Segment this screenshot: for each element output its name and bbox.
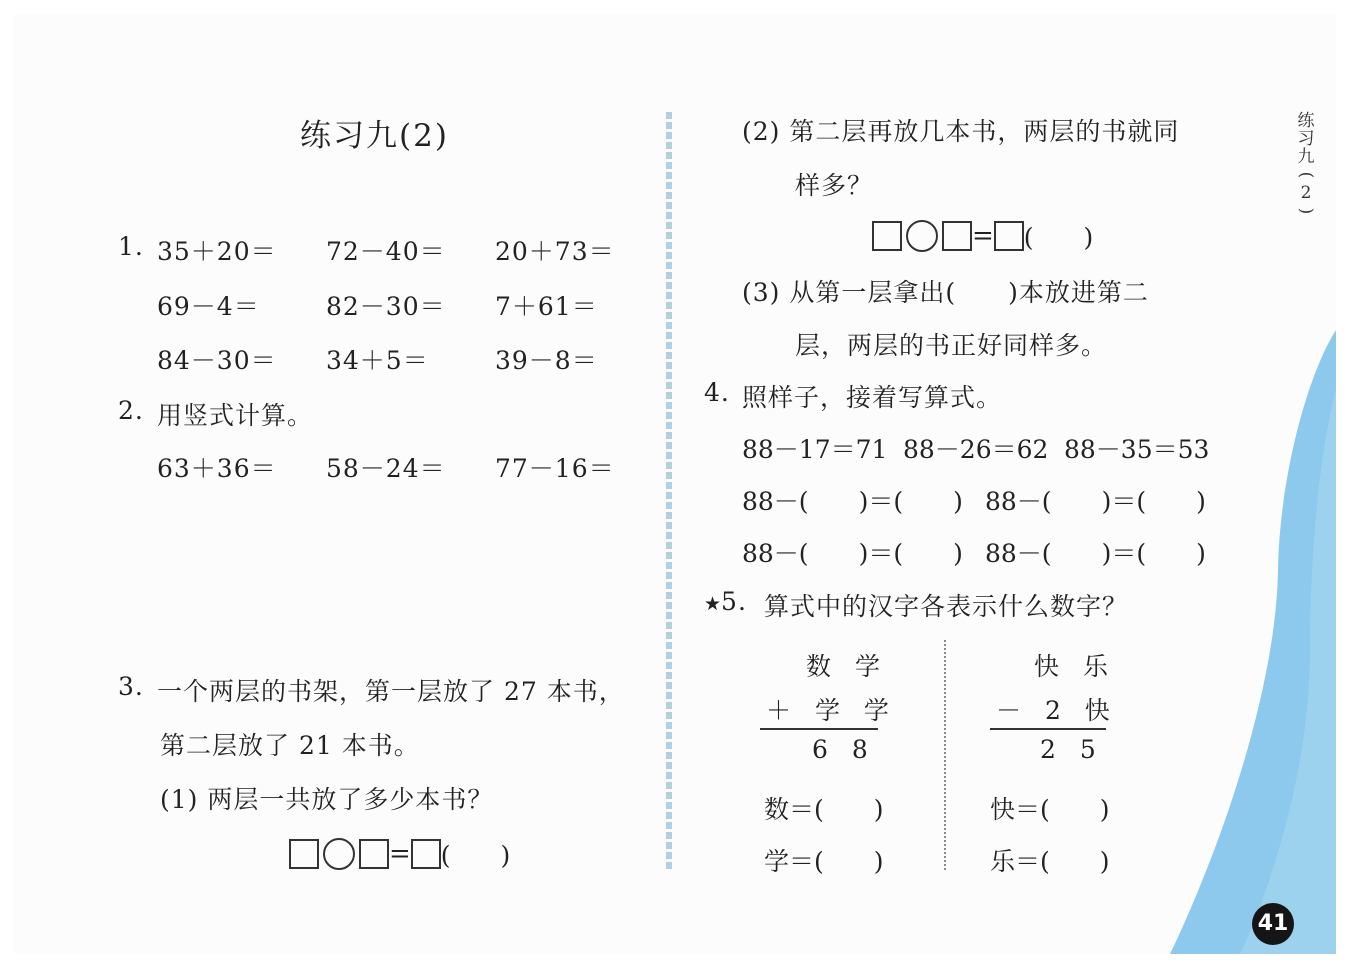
unit-paren[interactable]: ( )	[1023, 223, 1094, 252]
q4-label: 4.	[704, 378, 730, 407]
q3-text-line1: 一个两层的书架，第一层放了 27 本书，	[157, 677, 625, 706]
q3-label: 3.	[118, 672, 144, 701]
side-tab-label: 练 习 九 ( 2 )	[1296, 111, 1316, 215]
q3-sub3-line1: (3) 从第一层拿出( )本放进第二	[742, 278, 1149, 307]
q2-label: 2.	[118, 396, 144, 425]
unit-paren[interactable]: ( )	[440, 841, 511, 870]
q3-sub1: (1) 两层一共放了多少本书？	[160, 785, 494, 814]
q5-left-row1: 数 学	[806, 652, 888, 681]
q5-separator	[944, 640, 946, 870]
q1-item: 20＋73＝	[495, 237, 615, 266]
q5-left-sum-line	[760, 728, 878, 730]
q5-left-answer[interactable]: 数＝( )	[764, 795, 884, 824]
blue-wave-decoration	[1160, 330, 1336, 954]
q1-item: 7＋61＝	[495, 292, 598, 321]
q4-blank-row[interactable]: 88－( )＝( )	[742, 487, 963, 516]
q1-item: 69－4＝	[157, 292, 260, 321]
q3-sub2-line2: 样多？	[795, 171, 874, 200]
q5-right-answer[interactable]: 乐＝( )	[990, 847, 1110, 876]
answer-box[interactable]	[359, 839, 389, 869]
operator-circle[interactable]	[323, 838, 355, 870]
q3-text-line2: 第二层放了 21 本书。	[160, 731, 420, 760]
q4-blank-row[interactable]: 88－( )＝( )	[985, 539, 1206, 568]
q4-blank-row[interactable]: 88－( )＝( )	[742, 539, 963, 568]
q5-header	[704, 587, 747, 616]
q1-item: 34＋5＝	[326, 346, 429, 375]
q3-sub2-line1: (2) 第二层再放几本书，两层的书就同	[742, 117, 1180, 146]
q3-sub1-equation	[289, 836, 510, 872]
q1-item: 35＋20＝	[157, 237, 277, 266]
q4-example: 88－17＝71	[742, 435, 888, 464]
page-number-badge: 41	[1252, 903, 1294, 945]
equals-sign: =	[389, 839, 411, 869]
equals-sign: =	[972, 221, 994, 251]
q2-item: 58－24＝	[326, 454, 446, 483]
q5-label: 5.	[721, 587, 747, 616]
answer-box[interactable]	[942, 221, 972, 251]
q4-example: 88－35＝53	[1064, 435, 1210, 464]
answer-box[interactable]	[872, 221, 902, 251]
q5-right-row1: 快 乐	[1034, 652, 1116, 681]
q4-instruction: 照样子，接着写算式。	[742, 383, 1003, 412]
q1-item: 39－8＝	[495, 346, 598, 375]
q2-instruction: 用竖式计算。	[157, 401, 314, 430]
q2-item: 63＋36＝	[157, 454, 277, 483]
answer-box[interactable]	[994, 221, 1024, 251]
q5-right-sum-line	[990, 728, 1106, 730]
q4-blank-row[interactable]: 88－( )＝( )	[985, 487, 1206, 516]
page-title: 练习九(2)	[300, 118, 449, 154]
q5-left-row2: ＋ 学 学	[766, 696, 897, 725]
page-divider	[666, 112, 672, 872]
q5-left-result: 6 8	[812, 735, 876, 764]
operator-circle[interactable]	[906, 220, 938, 252]
answer-box[interactable]	[289, 839, 319, 869]
q1-item: 72－40＝	[326, 237, 446, 266]
q5-right-result: 2 5	[1040, 735, 1104, 764]
star-icon: ★	[704, 593, 722, 615]
q1-item: 84－30＝	[157, 346, 277, 375]
q2-item: 77－16＝	[495, 454, 615, 483]
q3-sub3-line2: 层，两层的书正好同样多。	[795, 331, 1108, 360]
answer-box[interactable]	[411, 839, 441, 869]
q5-right-row2: － 2 快	[996, 696, 1118, 725]
q1-item: 82－30＝	[326, 292, 446, 321]
q5-left-answer[interactable]: 学＝( )	[764, 847, 884, 876]
q5-instruction: 算式中的汉字各表示什么数字？	[764, 592, 1129, 621]
q4-example: 88－26＝62	[903, 435, 1049, 464]
q5-right-answer[interactable]: 快＝( )	[990, 795, 1110, 824]
q3-sub2-equation	[872, 218, 1093, 254]
q1-label: 1.	[118, 232, 144, 261]
